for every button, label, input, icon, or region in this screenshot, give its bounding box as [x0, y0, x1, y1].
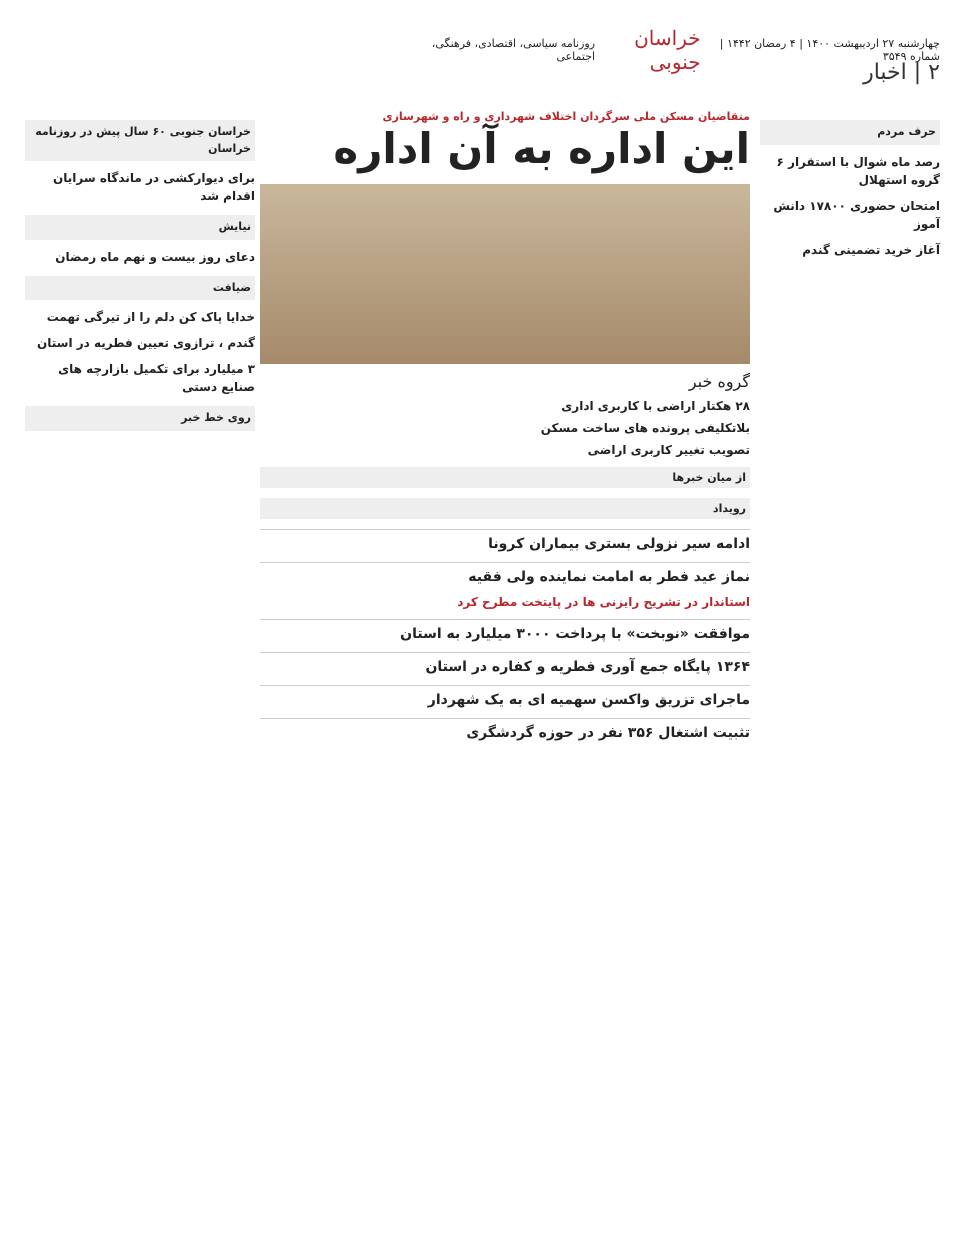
article-headline: تثبیت اشتغال ۳۵۶ نفر در حوزه گردشگری	[260, 718, 750, 741]
sub-headline: بلاتکلیفی پرونده های ساخت مسکن	[540, 420, 750, 435]
people-voice-box: حرف مردم	[760, 120, 940, 145]
lead-title: این اداره به آن اداره	[333, 124, 750, 173]
sidebar-headline: رصد ماه شوال با استقرار ۶ گروه استهلال	[776, 154, 940, 187]
right-sidebar	[760, 110, 940, 259]
article-headline: ادامه سیر نزولی بستری بیماران کرونا	[260, 529, 750, 552]
sub-headline: ۲۸ هکتار اراضی با کاربری اداری	[561, 398, 750, 413]
article-headline: ۱۳۶۴ پایگاه جمع آوری فطریه و کفاره در استان	[260, 652, 750, 675]
article-headline: موافقت «نوبخت» با پرداخت ۳۰۰۰ میلیارد به استان	[260, 619, 750, 642]
news-label: از میان خبرها	[260, 467, 750, 488]
online-news-label: روی خط خبر	[25, 406, 255, 431]
left-sidebar	[25, 110, 255, 431]
wheat-title: گندم ، ترازوی تعیین فطریه در استان	[37, 336, 255, 350]
excavator-photo	[260, 184, 750, 364]
newspaper-logo: خراسان جنوبی	[634, 26, 701, 74]
event-label: رویداد	[260, 498, 750, 519]
archive-box: خراسان جنوبی ۶۰ سال پیش در روزنامه خراسان	[25, 120, 255, 161]
archive-headline: برای دیوارکشی در ماندگاه سرایان اقدام شد	[53, 171, 255, 203]
article-kicker: استاندار در تشریح رایزنی ها در پایتخت مطرح کرد	[457, 594, 750, 609]
guest-title: خدایا پاک کن دلم را از تیرگی تهمت	[46, 310, 255, 324]
sidebar-headline: امتحان حضوری ۱۷۸۰۰ دانش آموز	[773, 198, 940, 231]
billion-title: ۳ میلیارد برای تکمیل بازارچه های صنایع دستی	[58, 362, 255, 394]
byline: گروه خبر	[688, 371, 750, 391]
prayer-label: نیایش	[25, 215, 255, 240]
lead-kicker: متقاضیان مسکن ملی سرگردان اختلاف شهرداری و راه و شهرسازی	[382, 110, 750, 123]
date-line: چهارشنبه ۲۷ اردیبهشت ۱۴۰۰ | ۴ رمضان ۱۴۴۲ | شماره ۳۵۴۹	[719, 37, 940, 63]
tagline: روزنامه سیاسی، اقتصادی، فرهنگی، اجتماعی	[431, 37, 596, 63]
sidebar-headline: آغاز خرید تضمینی گندم	[802, 242, 940, 257]
page-section-label: ۲ | اخبار	[863, 60, 940, 85]
sub-headline: تصویب تغییر کاربری اراضی	[587, 442, 750, 457]
prayer-title: دعای روز بیست و نهم ماه رمضان	[55, 249, 255, 264]
article-headline: نماز عید فطر به امامت نماینده ولی فقیه	[260, 562, 750, 585]
main-column	[260, 110, 750, 745]
article-headline: ماجرای تزریق واکسن سهمیه ای به یک شهردار	[260, 685, 750, 708]
guest-label: ضیافت	[25, 276, 255, 301]
